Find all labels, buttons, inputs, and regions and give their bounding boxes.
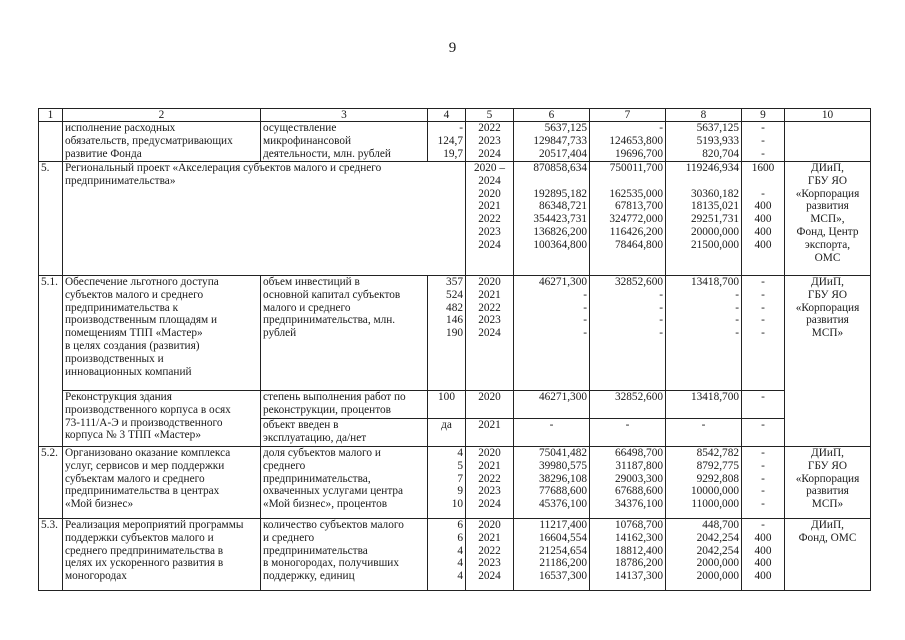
page-number: 9 <box>448 40 457 56</box>
funding-federal: - 124653,800 19696,700 <box>590 122 666 162</box>
funding-other: 1600 - 400 400 400 400 <box>742 162 785 276</box>
header-cell: 6 <box>514 109 590 122</box>
header-cell: 3 <box>261 109 428 122</box>
indicator-name: объект введен в эксплуатацию, да/нет <box>261 419 428 447</box>
header-cell: 10 <box>785 109 871 122</box>
funding-total: 46271,300 - - - - <box>514 276 590 391</box>
year: 2020 2021 2022 2023 2024 <box>466 447 514 519</box>
funding-other: - <box>742 419 785 447</box>
program-table <box>38 108 871 591</box>
funding-federal: 10768,700 14162,300 18812,400 18786,200 14137,300 <box>590 519 666 591</box>
row-number: 5. <box>39 162 63 276</box>
table-row <box>39 519 871 591</box>
funding-other: - - - <box>742 122 785 162</box>
funding-regional: 13418,700 <box>666 391 742 419</box>
indicator-value: 4 5 7 9 10 <box>428 447 466 519</box>
header-row <box>39 109 871 122</box>
year: 2020 – 2024 2020 2021 2022 2023 2024 <box>466 162 514 276</box>
measure-name: Обеспечение льготного доступа субъектов малого и среднего предпринимательства к производственным площадям и помещениям ТПП «Мастер» в целях создания (развития) производственных и инновационных компаний <box>63 276 261 391</box>
header-cell: 1 <box>39 109 63 122</box>
funding-other: - <box>742 391 785 419</box>
table-row <box>39 447 871 519</box>
funding-regional: 5637,125 5193,933 820,704 <box>666 122 742 162</box>
funding-other: - - - - - <box>742 447 785 519</box>
row-number: 5.2. <box>39 447 63 519</box>
executor: ДИиП, ГБУ ЯО «Корпорация развития МСП», Фонд, Центр экспорта, ОМС <box>785 162 871 276</box>
indicator-name: степень выполнения работ по реконструкции, процентов <box>261 391 428 419</box>
year: 2022 2023 2024 <box>466 122 514 162</box>
funding-total: 75041,482 39980,575 38296,108 77688,600 45376,100 <box>514 447 590 519</box>
row-number: 5.1. <box>39 276 63 447</box>
year: 2020 2021 2022 2023 2024 <box>466 276 514 391</box>
row-number <box>39 122 63 162</box>
indicator-value: - 124,7 19,7 <box>428 122 466 162</box>
table-row <box>39 276 871 391</box>
executor: ДИиП, ГБУ ЯО «Корпорация развития МСП» <box>785 447 871 519</box>
funding-federal: 750011,700 162535,000 67813,700 324772,000 116426,200 78464,800 <box>590 162 666 276</box>
indicator-name: объем инвестиций в основной капитал субъектов малого и среднего предпринимательства, млн. рублей <box>261 276 428 391</box>
row-number: 5.3. <box>39 519 63 591</box>
indicator-value: 357 524 482 146 190 <box>428 276 466 391</box>
executor: ДИиП, Фонд, ОМС <box>785 519 871 591</box>
funding-total: 5637,125 129847,733 20517,404 <box>514 122 590 162</box>
indicator-name: осуществление микрофинансовой деятельности, млн. рублей <box>261 122 428 162</box>
funding-regional: 13418,700 - - - - <box>666 276 742 391</box>
table-row <box>39 391 871 419</box>
year: 2021 <box>466 419 514 447</box>
header-cell: 8 <box>666 109 742 122</box>
executor <box>785 122 871 162</box>
funding-federal: 66498,700 31187,800 29003,300 67688,600 34376,100 <box>590 447 666 519</box>
header-cell: 9 <box>742 109 785 122</box>
year: 2020 2021 2022 2023 2024 <box>466 519 514 591</box>
funding-other: - 400 400 400 400 <box>742 519 785 591</box>
funding-regional: 8542,782 8792,775 9292,808 10000,000 11000,000 <box>666 447 742 519</box>
indicator-name: количество субъектов малого и среднего предпринимательства в моногородах, получивших поддержку, единиц <box>261 519 428 591</box>
funding-total: 46271,300 <box>514 391 590 419</box>
funding-other: - - - - - <box>742 276 785 391</box>
funding-regional: 119246,934 30360,182 18135,021 29251,731 20000,000 21500,000 <box>666 162 742 276</box>
funding-federal: 32852,600 - - - - <box>590 276 666 391</box>
measure-name: Реализация мероприятий программы поддержки субъектов малого и среднего предпринимательства в целях их ускоренного развития в моногородах <box>63 519 261 591</box>
header-cell: 5 <box>466 109 514 122</box>
header-cell: 2 <box>63 109 261 122</box>
funding-total: 870858,634 192895,182 86348,721 354423,731 136826,200 100364,800 <box>514 162 590 276</box>
funding-regional: - <box>666 419 742 447</box>
indicator-name: доля субъектов малого и среднего предпринимательства, охваченных услугами центра «Мой бизнес», процентов <box>261 447 428 519</box>
funding-total: 11217,400 16604,554 21254,654 21186,200 16537,300 <box>514 519 590 591</box>
table-row <box>39 122 871 162</box>
measure-name: Организовано оказание комплекса услуг, сервисов и мер поддержки субъектам малого и среднего предпринимательства в центрах «Мой бизнес» <box>63 447 261 519</box>
indicator-value: 100 <box>428 391 466 419</box>
project-name: Региональный проект «Акселерация субъектов малого и среднего предпринимательства» <box>63 162 466 276</box>
year: 2020 <box>466 391 514 419</box>
indicator-value: 6 6 4 4 4 <box>428 519 466 591</box>
header-cell: 4 <box>428 109 466 122</box>
indicator-value: да <box>428 419 466 447</box>
funding-federal: - <box>590 419 666 447</box>
measure-name: исполнение расходных обязательств, предусматривающих развитие Фонда <box>63 122 261 162</box>
header-cell: 7 <box>590 109 666 122</box>
funding-total: - <box>514 419 590 447</box>
funding-federal: 32852,600 <box>590 391 666 419</box>
measure-name: Реконструкция здания производственного корпуса в осях 73-111/А-Э и производственного корпуса № 3 ТПП «Мастер» <box>63 391 261 447</box>
funding-regional: 448,700 2042,254 2042,254 2000,000 2000,000 <box>666 519 742 591</box>
executor: ДИиП, ГБУ ЯО «Корпорация развития МСП» <box>785 276 871 447</box>
table-row <box>39 162 871 276</box>
